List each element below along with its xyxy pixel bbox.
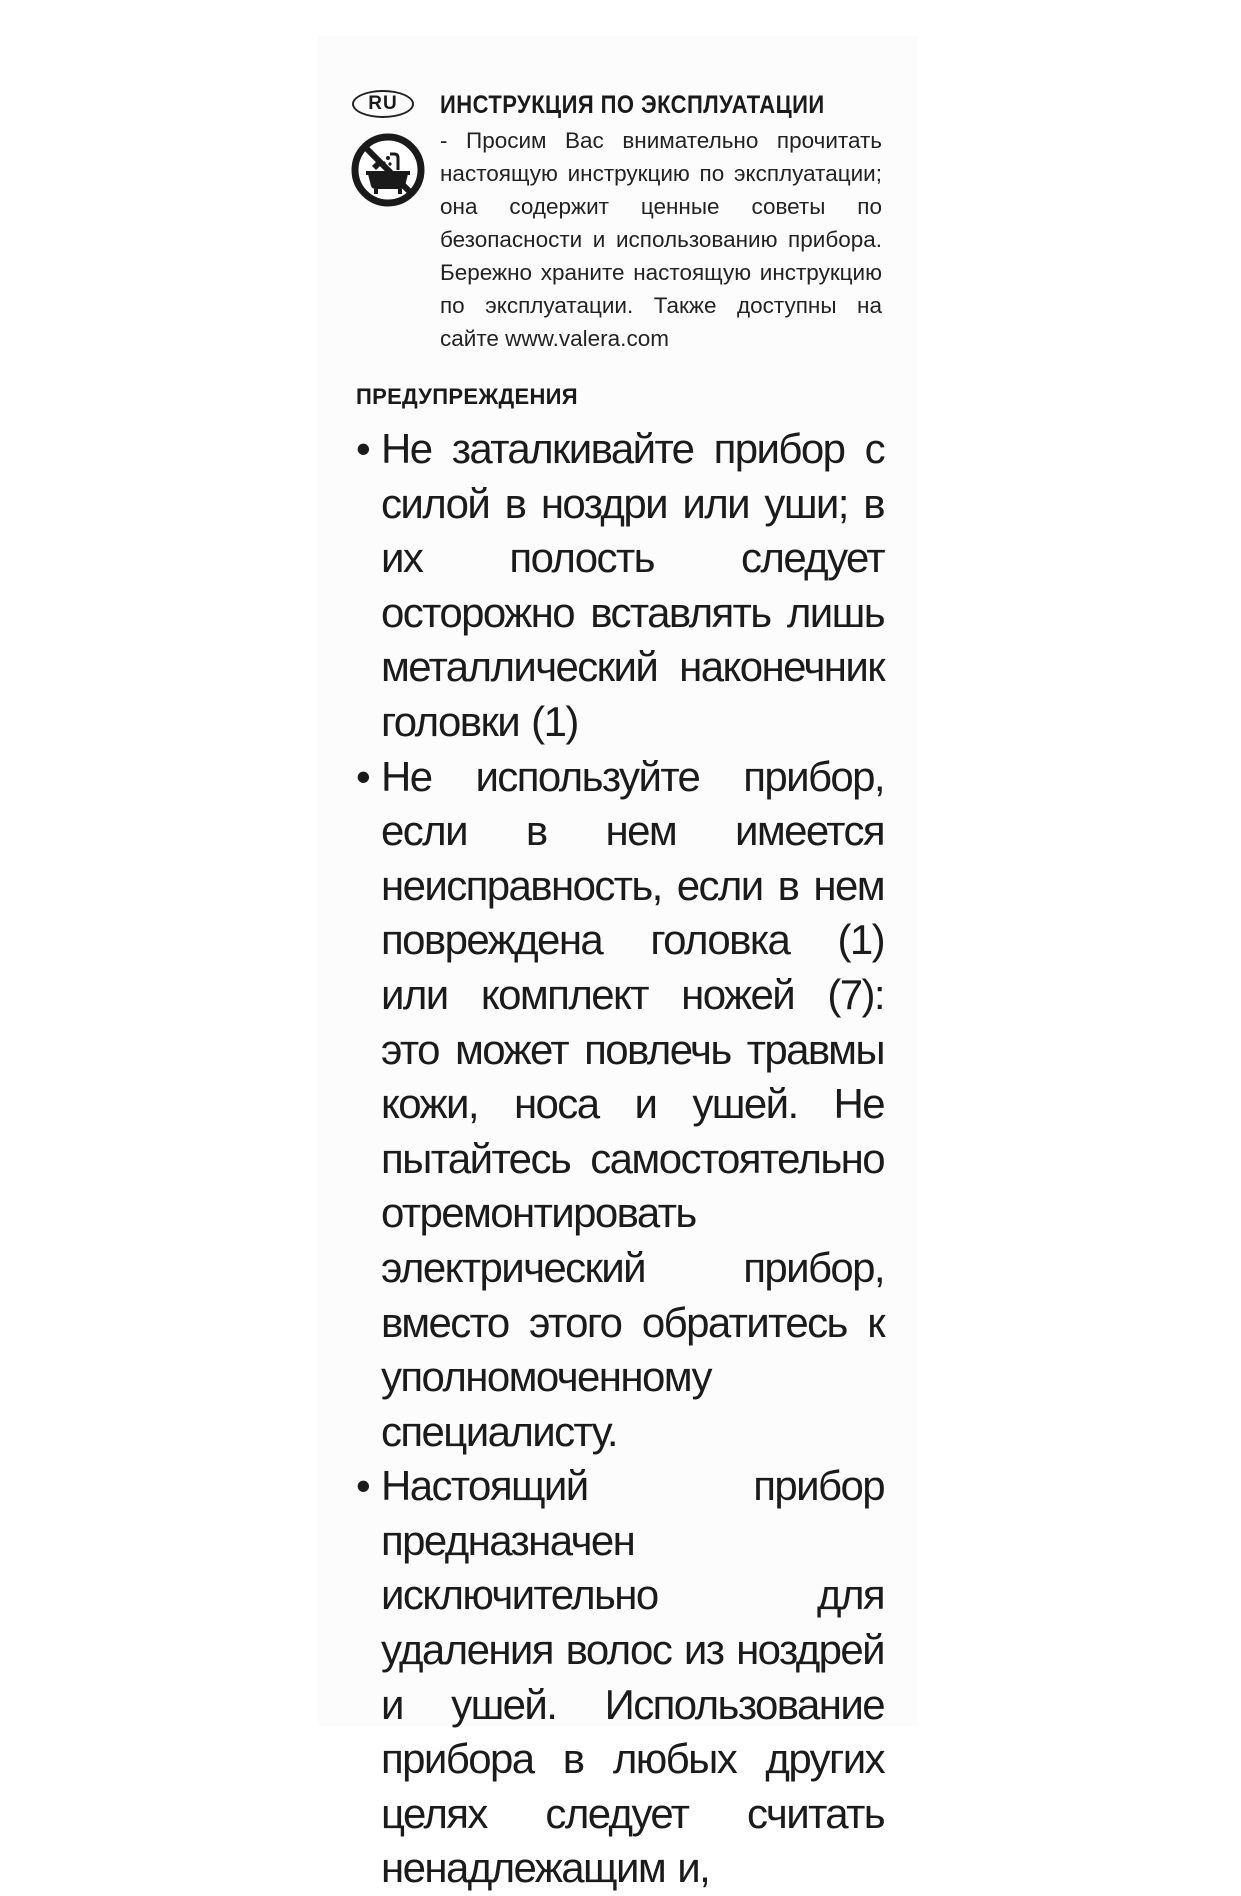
no-bath-icon bbox=[350, 132, 426, 208]
intro-title: ИНСТРУКЦИЯ ПО ЭКСПЛУАТАЦИИ bbox=[440, 91, 825, 119]
warning-text: Не заталкивайте прибор с силой в ноздри или уши; в их полость следует осторожно вставлять лишь металлический наконечник головки (1) bbox=[381, 425, 884, 745]
bullet-icon: • bbox=[356, 1462, 370, 1510]
intro-text: - Просим Вас внимательно прочитать настоящую инструкцию по эксплуатации; она содержит ценные советы по безопасности и использованию прибора. Бережно храните настоящую инструкцию по эксплуатации. Также доступны на сайте www.valera.com bbox=[440, 128, 882, 351]
intro-block bbox=[440, 90, 882, 355]
warning-item bbox=[356, 422, 884, 750]
language-badge: RU bbox=[352, 90, 414, 118]
warnings-heading: ПРЕДУПРЕЖДЕНИЯ bbox=[356, 384, 578, 409]
warning-text: Настоящий прибор предназначен исключительно для удаления волос из ноздрей и ушей. Использование прибора в любых других целях следует считать ненадлежащим и, bbox=[381, 1462, 884, 1892]
bullet-icon: • bbox=[356, 752, 370, 800]
warning-item bbox=[356, 750, 884, 1460]
warning-text: Не используйте прибор, если в нем имеется неисправность, если в нем повреждена головка (1) или комплект ножей (7): это может повлечь травмы кожи, носа и ушей. Не пытайтесь самостоятельно отремонтировать электрический прибор, вместо этого обратитесь к уполномоченному специалисту. bbox=[381, 752, 884, 1455]
bullet-icon: • bbox=[356, 425, 370, 472]
warning-item bbox=[356, 1459, 884, 1896]
warnings-list bbox=[356, 422, 884, 1896]
